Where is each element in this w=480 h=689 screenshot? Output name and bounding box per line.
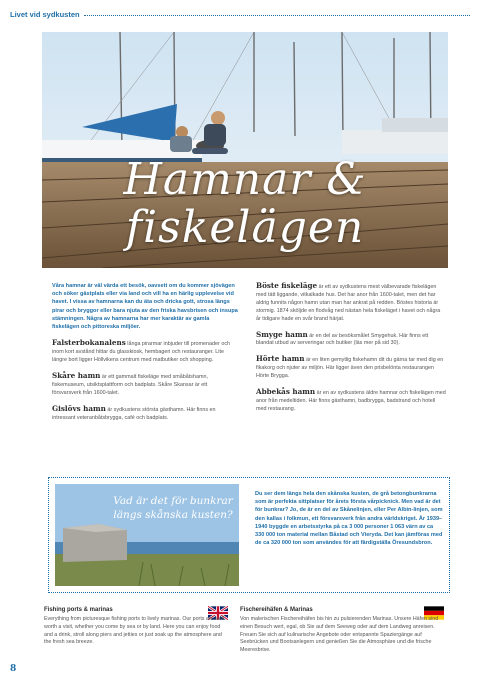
entry-text: är ett gammalt fiskeläge med småbåtshamn, fiskemuseum, utsiktsplattform och badplats. Skåre Skansar är ett försvarsverk från 1600-talet.	[52, 373, 208, 396]
entry-name: Skåre hamn	[52, 370, 101, 380]
entry-falsterbo	[52, 339, 238, 365]
entry-text: långa pirarmar inbjuder till promenader och inom kort avstånd hittar du glasskiosk, hembageri och restauranger. Lite längre bort ligger Höllvikens centrum med matbutiker och shopping.	[52, 341, 231, 364]
bunker-infobox	[48, 477, 450, 593]
page-number: 8	[10, 664, 17, 674]
german-summary	[240, 607, 444, 655]
entry-text: är en av sydkustens äldre hamnar och fiskelägen med anor från medeltiden. Här finns gästhamn, badbrygga, badstrand och hotell med restaurang.	[256, 390, 446, 412]
section-title: Livet vid sydkusten	[10, 9, 80, 19]
entry-name: Falsterbokanalens	[52, 338, 126, 348]
right-column	[256, 282, 446, 421]
entry-text: är en liten gemytlig fiskehamn dit du gärna tar med dig en fikakorg och njuter av miljön. Här ligger även den prisbelönta restaurangen Hörte Brygga.	[256, 357, 444, 380]
entry-boste	[256, 282, 446, 324]
infobox-text: Du ser dem längs hela den skånska kusten, de grå betongbunkrarna som är perfekta sittplatser för årets första vårpicknick. Men vad är det för bunkrar? Jo, de är en del av Skånelinjen, eller Per Albin-linjen, som den kallas i folkmun, ett försvarsverk från andra världskriget. År 1939–1940 byggde en arbetsstyrka på ca 3 000 personer 1 063 värn av ca 330 000 ton material mellan Båstad och Vieryda. Det kan jämföras med de ca 320 000 ton som användes för att färdigställa Öresundsbron.	[255, 491, 443, 547]
entry-smyge	[256, 331, 446, 349]
english-text: Everything from picturesque fishing ports to lively marinas. Our ports are well worth a visit, whether you come by sea or by land. Here you can enjoy food and a drink, stroll along piers and jetties or just soak up the atmosphere and the fresh sea breeze.	[44, 616, 225, 646]
hero-title-line2: fiskelägen	[125, 202, 365, 253]
header-divider	[84, 15, 470, 16]
entry-text: är en del av besöksmålet Smygehuk. Här finns ett blandat utbud av serveringar och butiker (läs mer på sid 30).	[256, 332, 429, 347]
entry-skare	[52, 372, 238, 398]
hero-photo	[42, 32, 448, 268]
entry-name: Smyge hamn	[256, 329, 308, 339]
entry-horte	[256, 355, 446, 381]
entry-text: är ett av sydkustens mest välbevarade fiskelägen med tätt liggande, vitkalkade hus. Det har anor från 1600-talet, men det har aldrig funnits någon hamn utan man har ankrat på redden. Böstes historia är stormig. 1874 sköljde en flodvåg ned nästan hela fiskeläget i havet och några år tidigare hade en svår brand härjat.	[256, 284, 441, 322]
entry-name: Abbekås hamn	[256, 387, 316, 397]
entry-text: är sydkustens största gästhamn. Här finns en intressant veteranbåtsbrygga, café och badplats.	[52, 406, 216, 421]
german-text: Von malerischen Fischereihäfen bis hin zu pulsierenden Marinas. Unsere Häfen sind einen Besuch wert, egal, ob Sie auf dem Seeweg oder auf dem Landweg anreisen. Freuen Sie sich auf kulinarische Angebote oder entspannte Spaziergänge auf Seebrücken und Bootsanlegern und genießen Sie die Atmosphäre und die frische Meeresbrise.	[240, 616, 439, 654]
english-title: Fishing ports & marinas	[44, 607, 113, 613]
hero-title	[42, 156, 448, 252]
english-summary	[44, 607, 230, 647]
left-column	[52, 282, 238, 429]
german-title: Fischereihäfen & Marinas	[240, 607, 313, 613]
entry-gislov	[52, 405, 238, 423]
bunker-photo	[55, 484, 239, 586]
intro-paragraph: Våra hamnar är väl värda ett besök, oavsett om du kommer sjövägen och söker gästplats eller via land och vill ha en härlig upplevelse vid havet. I vissa av hamnarna kan du äta och dricka gott, strosa längs pirar och bryggor eller bara njuta av den friska havsbrisen och insupa stämningen. Några av hamnarna har mer karaktär av gamla fiskelägen och pittoreska miljöer.	[52, 283, 238, 331]
infobox-image-title: Vad är det för bunkrar längs skånska kusten?	[113, 495, 233, 521]
hero-title-line1: Hamnar &	[123, 154, 367, 205]
entry-name: Böste fiskeläge	[256, 281, 318, 290]
section-header	[10, 8, 470, 20]
entry-name: Gislövs hamn	[52, 403, 106, 413]
entry-abbekas	[256, 388, 446, 414]
entry-name: Hörte hamn	[256, 354, 305, 364]
